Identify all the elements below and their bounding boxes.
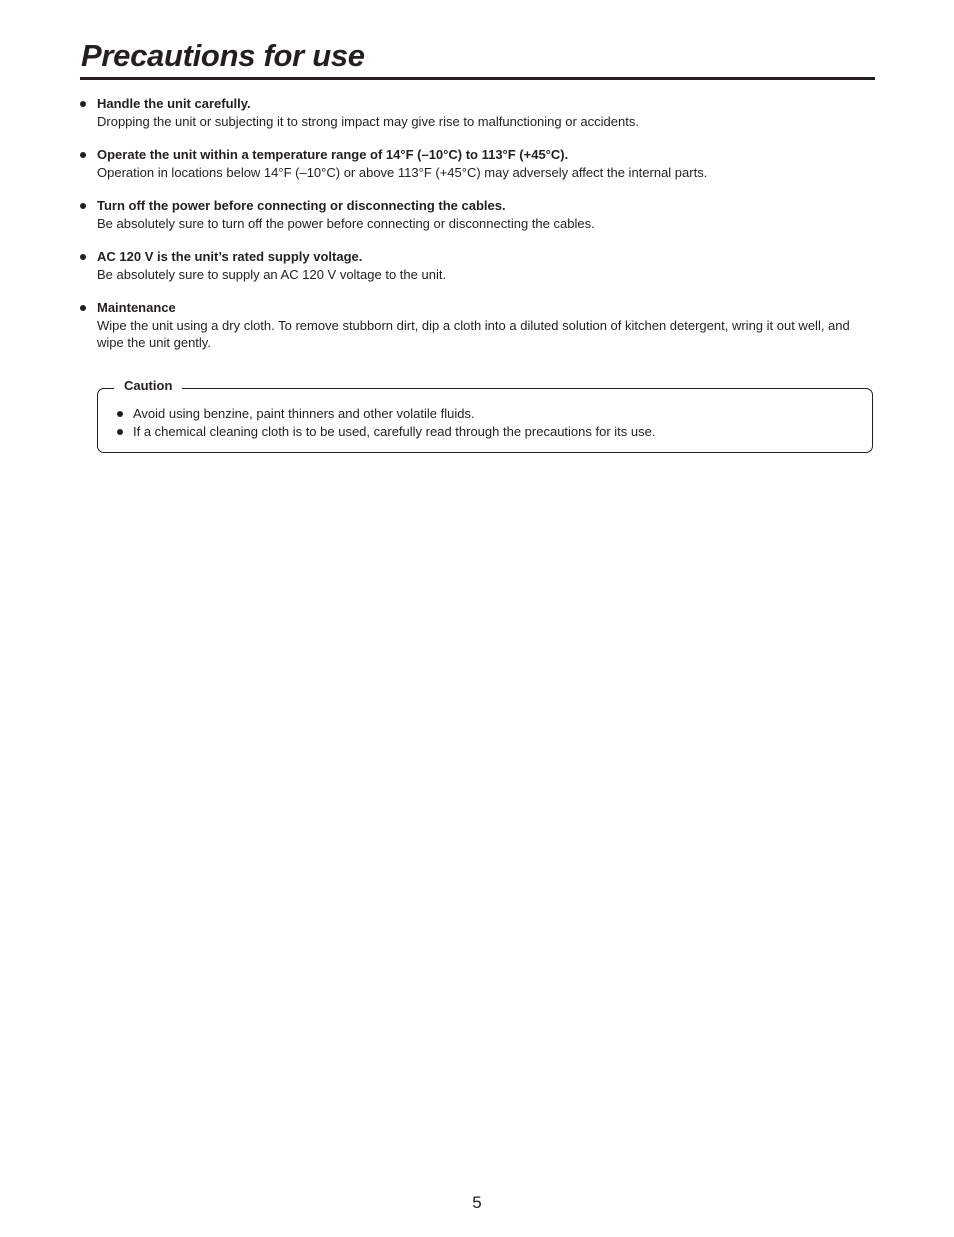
precaution-body: Wipe the unit using a dry cloth. To remove stubborn dirt, dip a cloth into a diluted solution of kitchen detergent, wring it out well, and wipe the unit gently. <box>97 317 850 350</box>
precaution-body: Be absolutely sure to turn off the power before connecting or disconnecting the cables. <box>97 215 595 231</box>
precaution-item <box>80 248 875 283</box>
precaution-item <box>80 299 875 352</box>
precaution-item <box>80 95 875 130</box>
page-title: Precautions for use <box>81 38 365 73</box>
precaution-item <box>80 146 875 181</box>
precaution-heading: Maintenance <box>97 300 176 315</box>
precaution-body: Be absolutely sure to supply an AC 120 V voltage to the unit. <box>97 266 447 282</box>
bullet-dot-icon <box>80 305 86 311</box>
page-number: 5 <box>472 1193 482 1212</box>
bullet-dot-icon <box>80 101 86 107</box>
bullet-dot-icon <box>117 411 123 417</box>
caution-list <box>117 405 857 440</box>
precaution-item <box>80 197 875 232</box>
title-rule <box>80 77 875 80</box>
bullet-dot-icon <box>80 254 86 260</box>
caution-box <box>97 378 873 453</box>
caution-label: Caution <box>114 377 182 394</box>
bullet-dot-icon <box>117 429 123 435</box>
precaution-heading: Operate the unit within a temperature range of 14°F (–10°C) to 113°F (+45°C). <box>97 147 569 162</box>
bullet-dot-icon <box>80 203 86 209</box>
caution-item-text: Avoid using benzine, paint thinners and other volatile fluids. <box>133 406 475 421</box>
precaution-body: Dropping the unit or subjecting it to strong impact may give rise to malfunctioning or accidents. <box>97 113 639 129</box>
caution-item-text: If a chemical cleaning cloth is to be used, carefully read through the precautions for its use. <box>133 423 656 439</box>
precaution-body: Operation in locations below 14°F (–10°C) or above 113°F (+45°C) may adversely affect the internal parts. <box>97 164 708 180</box>
precaution-heading: AC 120 V is the unit’s rated supply voltage. <box>97 249 363 264</box>
bullet-dot-icon <box>80 152 86 158</box>
caution-item <box>117 423 857 441</box>
caution-item <box>117 405 857 423</box>
precaution-heading: Turn off the power before connecting or disconnecting the cables. <box>97 198 506 213</box>
precautions-list <box>80 95 875 368</box>
precaution-heading: Handle the unit carefully. <box>97 96 251 111</box>
